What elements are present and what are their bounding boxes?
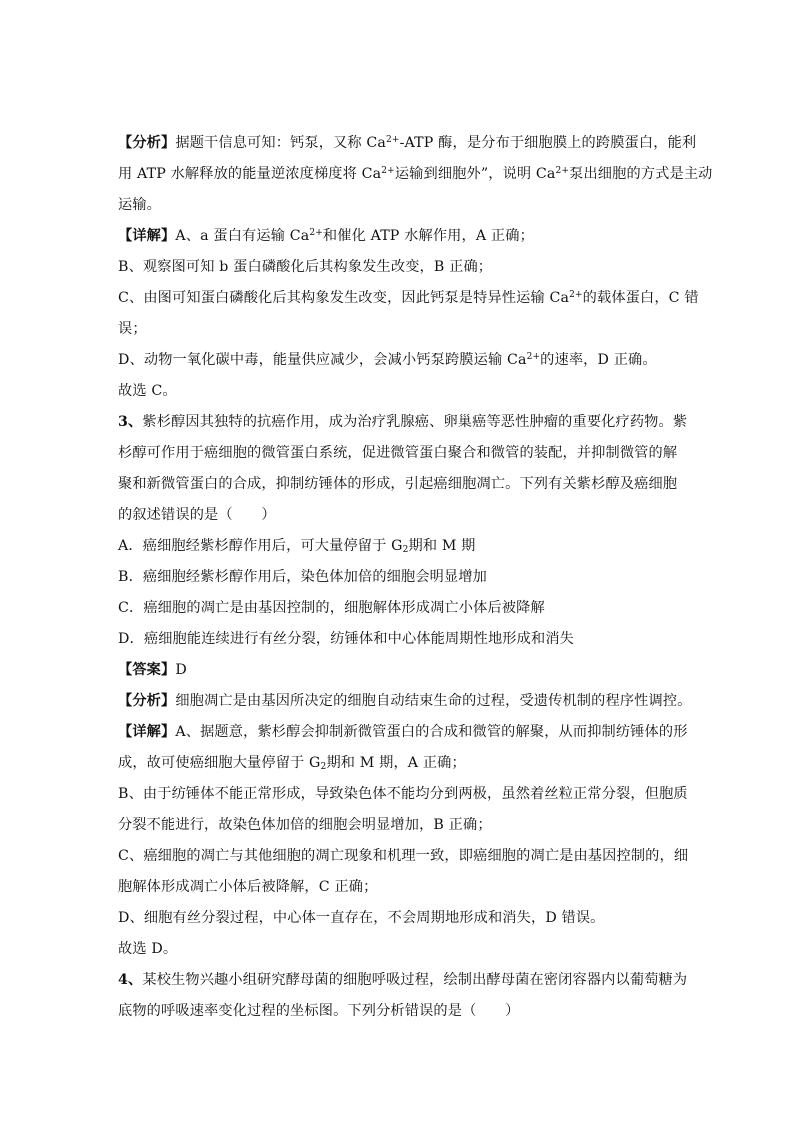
q2-analysis-line-1: 【分析】据题干信息可知：钙泵，又称 $Ca^{2+}$-ATP 酶，是分布于细胞膜上的跨膜蛋白，能利 bbox=[118, 135, 697, 151]
q2-analysis-line-3: 运输。 bbox=[118, 197, 162, 213]
q3-stem-line-4: 的叙述错误的是（ ） bbox=[118, 507, 276, 523]
q3-stem-line-3: 聚和新微管蛋白的合成，抑制纺锤体的形成，引起癌细胞凋亡。下列有关紫杉醇及癌细胞 bbox=[118, 476, 678, 492]
q3-option-c: C．癌细胞的凋亡是由基因控制的，细胞解体形成凋亡小体后被降解 bbox=[118, 600, 545, 616]
q3-detail-line-1: 【详解】A、据题意，紫杉醇会抑制新微管蛋白的合成和微管的解聚，从而抑制纺锤体的形 bbox=[118, 724, 688, 740]
q3-stem-line-1: 3、紫杉醇因其独特的抗癌作用，成为治疗乳腺癌、卵巢癌等恶性肿瘤的重要化疗药物。紫 bbox=[118, 414, 688, 430]
analysis-tag: 【分析】 bbox=[118, 693, 176, 709]
q2-detail-line-3: C、由图可知蛋白磷酸化后其构象发生改变，因此钙泵是特异性运输 $Ca^{2+}$的载体蛋白，C 错 bbox=[118, 290, 699, 306]
q3-detail-line-2: 成，故可使癌细胞大量停留于 $G_2$期和 M 期，A 正确； bbox=[118, 755, 466, 772]
detail-tag: 【详解】 bbox=[118, 228, 176, 244]
q2-detail-line-2: B、观察图可知 b 蛋白磷酸化后其构象发生改变，B 正确； bbox=[118, 259, 493, 275]
q3-analysis: 【分析】细胞凋亡是由基因所决定的细胞自动结束生命的过程，受遗传机制的程序性调控。 bbox=[118, 693, 692, 709]
q3-option-d: D．癌细胞能连续进行有丝分裂，纺锤体和中心体能周期性地形成和消失 bbox=[118, 631, 574, 647]
detail-tag: 【详解】 bbox=[118, 724, 176, 740]
q3-conclusion: 故选 D。 bbox=[118, 941, 178, 957]
q3-answer: 【答案】D bbox=[118, 662, 187, 678]
q2-detail-line-1: 【详解】A、a 蛋白有运输 $Ca^{2+}$和催化 ATP 水解作用，A 正确； bbox=[118, 228, 534, 244]
q2-analysis-line-2: 用 ATP 水解释放的能量逆浓度梯度将 $Ca^{2+}$运输到细胞外”，说明 $Ca^{2+}$泵出细胞的方式是主动 bbox=[118, 166, 713, 182]
q3-detail-line-7: D、细胞有丝分裂过程，中心体一直存在，不会周期地形成和消失，D 错误。 bbox=[118, 910, 605, 926]
q3-stem-line-2: 杉醇可作用于癌细胞的微管蛋白系统，促进微管蛋白聚合和微管的装配，并抑制微管的解 bbox=[118, 445, 678, 461]
q3-detail-line-3: B、由于纺锤体不能正常形成，导致染色体不能均分到两极，虽然着丝粒正常分裂，但胞质 bbox=[118, 786, 688, 802]
q2-conclusion: 故选 C。 bbox=[118, 383, 177, 399]
answer-tag: 【答案】 bbox=[118, 662, 176, 678]
question-number: 3、 bbox=[118, 414, 143, 430]
q2-detail-line-5: D、动物一氧化碳中毒，能量供应减少，会减小钙泵跨膜运输 $Ca^{2+}$的速率，D 正确。 bbox=[118, 352, 657, 368]
q2-detail-line-4: 误； bbox=[118, 321, 147, 337]
q4-stem-line-1: 4、某校生物兴趣小组研究酵母菌的细胞呼吸过程，绘制出酵母菌在密闭容器内以葡萄糖为 bbox=[118, 972, 688, 988]
q3-detail-line-4: 分裂不能进行，故染色体加倍的细胞会明显增加，B 正确； bbox=[118, 817, 492, 833]
q4-stem-line-2: 底物的呼吸速率变化过程的坐标图。下列分析错误的是（ ） bbox=[118, 1003, 520, 1019]
q3-detail-line-6: 胞解体形成凋亡小体后被降解，C 正确； bbox=[118, 879, 378, 895]
q3-detail-line-5: C、癌细胞的凋亡与其他细胞的凋亡现象和机理一致，即癌细胞的凋亡是由基因控制的，细 bbox=[118, 848, 689, 864]
q3-option-b: B．癌细胞经紫杉醇作用后，染色体加倍的细胞会明显增加 bbox=[118, 569, 488, 585]
analysis-tag: 【分析】 bbox=[118, 135, 176, 151]
question-number: 4、 bbox=[118, 972, 143, 988]
q3-option-a: A．癌细胞经紫杉醇作用后，可大量停留于 $G_2$期和 M 期 bbox=[118, 538, 476, 555]
